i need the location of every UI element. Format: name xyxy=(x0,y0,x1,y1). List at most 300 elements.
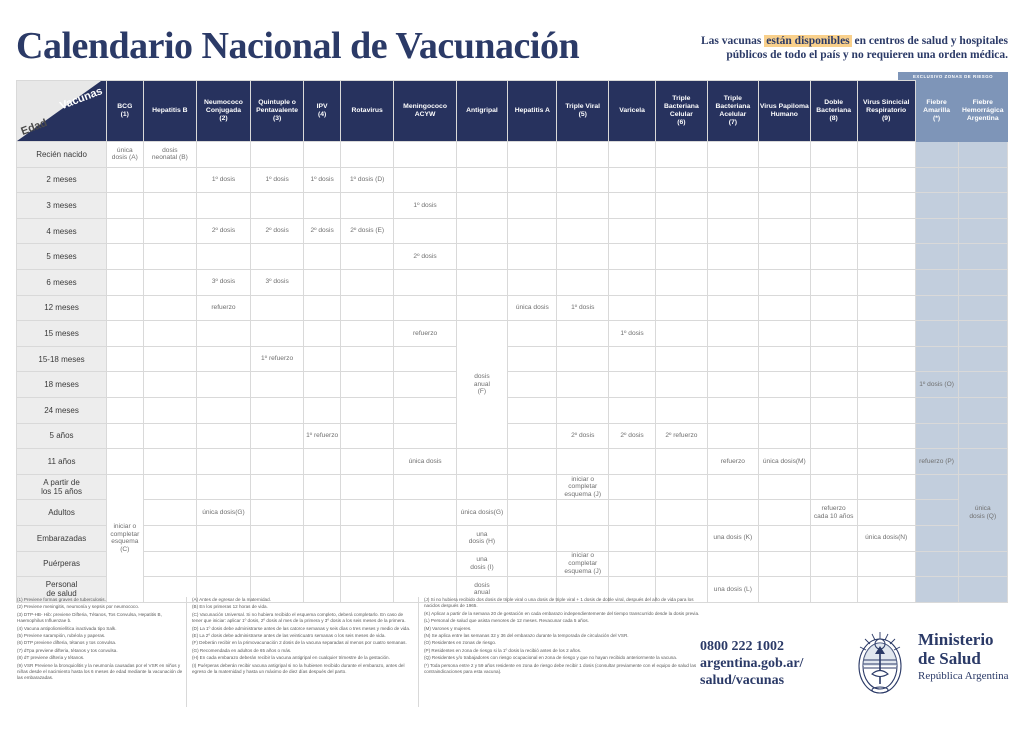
schedule-cell xyxy=(508,269,557,295)
column-header-triple-bacteriana-celular xyxy=(656,81,707,142)
schedule-cell xyxy=(608,449,655,475)
table-row xyxy=(17,295,1008,321)
schedule-cell xyxy=(759,167,810,193)
schedule-cell xyxy=(250,295,304,321)
schedule-cell xyxy=(304,142,340,168)
column-header-label: Antigripal xyxy=(466,107,498,114)
schedule-cell xyxy=(557,244,608,270)
footnote-item: (P) Residentes en zona de riesgo si la 1º dosis la recibió antes de los 2 años. xyxy=(424,647,582,653)
table-row xyxy=(17,269,1008,295)
footnote-item: (N) Se aplica entre las semanas 32 y 36 del embarazo durante la temporada de circulación del VSR. xyxy=(424,633,629,639)
schedule-cell xyxy=(656,321,707,347)
schedule-cell: refuerzo cada 10 años xyxy=(810,500,857,526)
table-row xyxy=(17,142,1008,168)
schedule-cell: una dosis (H) xyxy=(456,525,507,551)
phone-number[interactable]: 0800 222 1002 xyxy=(700,639,784,654)
schedule-cell xyxy=(810,218,857,244)
schedule-cell xyxy=(143,423,197,449)
schedule-cell xyxy=(759,193,810,219)
website-url-line1[interactable]: argentina.gob.ar/ xyxy=(700,656,804,671)
schedule-cell: 1º refuerzo xyxy=(304,423,340,449)
schedule-cell xyxy=(394,372,456,398)
schedule-cell: única dosis(G) xyxy=(197,500,251,526)
column-header-varicela xyxy=(608,81,655,142)
schedule-cell xyxy=(608,142,655,168)
schedule-cell xyxy=(656,500,707,526)
column-header-label: Fiebre Amarilla xyxy=(923,99,950,114)
age-label-personal-de-salud: Personal de salud xyxy=(17,577,107,603)
schedule-cell xyxy=(508,449,557,475)
tagline-highlight: están disponibles xyxy=(766,35,850,47)
schedule-cell xyxy=(915,295,958,321)
schedule-cell xyxy=(656,142,707,168)
schedule-cell xyxy=(143,525,197,551)
table-row xyxy=(17,218,1008,244)
schedule-cell xyxy=(107,244,143,270)
schedule-cell xyxy=(456,218,507,244)
schedule-cell: 3º dosis xyxy=(250,269,304,295)
age-label-3-meses: 3 meses xyxy=(17,193,107,219)
schedule-cell xyxy=(557,218,608,244)
schedule-cell xyxy=(608,295,655,321)
schedule-cell xyxy=(250,142,304,168)
schedule-cell xyxy=(508,167,557,193)
footnote-item: (3) DTP-HB- Hib: previene Difteria, Tétanos, Tos Convulsa, Hepatitis B, Haemophilus Influenzae b. xyxy=(17,611,162,624)
page-title: Calendario Nacional de Vacunación xyxy=(16,25,580,67)
schedule-cell xyxy=(250,321,304,347)
schedule-cell xyxy=(857,321,915,347)
schedule-cell xyxy=(810,142,857,168)
schedule-cell xyxy=(143,321,197,347)
schedule-cell xyxy=(557,525,608,551)
footnote-item: (H) En cada embarazo deberán recibir la vacuna antigripal en cualquier trimestre de la gestación. xyxy=(192,655,390,661)
schedule-cell xyxy=(394,167,456,193)
schedule-cell: única dosis xyxy=(508,295,557,321)
risk-zone-banner: EXCLUSIVO ZONAS DE RIESGO xyxy=(898,72,1008,80)
footnote-item: (5) Previene sarampión, rubéola y paperas. xyxy=(17,633,106,639)
column-header-note: (4) xyxy=(317,111,327,118)
footnotes-column-3 xyxy=(424,597,709,676)
column-header-label: Quintuple o Pentavalente xyxy=(256,99,299,114)
schedule-cell xyxy=(857,346,915,372)
schedule-cell xyxy=(143,397,197,423)
age-label-15-18-meses: 15-18 meses xyxy=(17,346,107,372)
schedule-cell: 3º dosis xyxy=(197,269,251,295)
footnote-item: (4) Vacuna antipoliomielítica inactivada tipo Salk. xyxy=(17,625,117,631)
schedule-cell xyxy=(810,551,857,577)
schedule-cell xyxy=(958,321,1007,347)
column-header-ipv xyxy=(304,81,340,142)
column-header-bcg xyxy=(107,81,143,142)
schedule-cell xyxy=(656,346,707,372)
column-header-virus-papiloma-humano xyxy=(759,81,810,142)
schedule-cell: 2º dosis xyxy=(557,423,608,449)
corner-label-edad: Edad xyxy=(19,117,49,138)
schedule-cell xyxy=(197,449,251,475)
schedule-cell: 1º dosis xyxy=(250,167,304,193)
column-header-note: (6) xyxy=(677,119,686,126)
schedule-cell xyxy=(143,218,197,244)
schedule-cell xyxy=(394,346,456,372)
schedule-cell xyxy=(394,218,456,244)
schedule-cell xyxy=(508,423,557,449)
schedule-cell: única dosis xyxy=(394,449,456,475)
schedule-cell xyxy=(143,269,197,295)
schedule-cell xyxy=(656,167,707,193)
schedule-cell xyxy=(915,193,958,219)
schedule-cell xyxy=(810,372,857,398)
schedule-cell xyxy=(557,500,608,526)
schedule-cell xyxy=(759,295,810,321)
schedule-cell: 1º dosis (D) xyxy=(340,167,394,193)
calendar-table-wrap xyxy=(16,80,1008,603)
schedule-cell xyxy=(143,551,197,577)
schedule-cell xyxy=(810,244,857,270)
schedule-cell xyxy=(143,295,197,321)
schedule-cell xyxy=(857,269,915,295)
schedule-cell xyxy=(707,551,758,577)
schedule-cell xyxy=(508,372,557,398)
schedule-cell xyxy=(107,423,143,449)
age-label-pu-rperas: Puérperas xyxy=(17,551,107,577)
schedule-cell xyxy=(508,218,557,244)
schedule-cell xyxy=(557,449,608,475)
age-label-4-meses: 4 meses xyxy=(17,218,107,244)
schedule-cell xyxy=(958,551,1007,577)
schedule-cell: única dosis(N) xyxy=(857,525,915,551)
schedule-cell: 1º dosis xyxy=(394,193,456,219)
schedule-cell xyxy=(304,449,340,475)
schedule-cell xyxy=(608,218,655,244)
column-header-label: IPV xyxy=(316,103,328,110)
footnote-divider-2 xyxy=(418,597,419,707)
schedule-cell xyxy=(759,269,810,295)
schedule-cell xyxy=(557,321,608,347)
contact-block xyxy=(700,638,803,689)
schedule-cell xyxy=(915,525,958,551)
schedule-cell xyxy=(608,269,655,295)
schedule-cell xyxy=(143,167,197,193)
schedule-cell xyxy=(304,372,340,398)
schedule-cell xyxy=(707,218,758,244)
schedule-cell xyxy=(394,142,456,168)
schedule-cell xyxy=(197,397,251,423)
schedule-cell xyxy=(810,423,857,449)
schedule-cell xyxy=(707,423,758,449)
ministry-line-2: de Salud xyxy=(918,649,981,668)
schedule-cell xyxy=(915,346,958,372)
footnote-item: (F) Deberán recibir en la primovacunación 2 dosis de la vacuna separadas al menos por cuatro semanas. xyxy=(192,640,407,646)
table-head xyxy=(17,81,1008,142)
column-header-neumococo-conjugada xyxy=(197,81,251,142)
schedule-cell xyxy=(810,346,857,372)
schedule-cell xyxy=(915,551,958,577)
column-header-label: Fiebre Hemorrágica Argentina xyxy=(961,99,1004,122)
column-header-note: (5) xyxy=(578,111,587,118)
column-header-label: Triple Viral xyxy=(565,103,601,110)
footnote-item: (L) Personal de salud que asista menores de 12 meses. Revacunar cada 5 años. xyxy=(424,618,589,624)
column-header-label: Meningococo ACYW xyxy=(403,103,447,118)
schedule-cell xyxy=(340,269,394,295)
age-label-a-partir-de-los-15-a-os: A partir de los 15 años xyxy=(17,474,107,500)
schedule-cell xyxy=(557,167,608,193)
schedule-cell xyxy=(958,423,1007,449)
schedule-cell xyxy=(456,295,507,321)
schedule-cell xyxy=(340,244,394,270)
footnote-item: (Q) Residentes y/o trabajadores con riesgo ocupacional en zona de riesgo y que no hayan recibido anteriormente la vacuna. xyxy=(424,655,678,661)
column-header-fiebre-hemorr-gica-argentina xyxy=(958,81,1007,142)
schedule-cell xyxy=(857,244,915,270)
schedule-cell xyxy=(508,244,557,270)
schedule-cell xyxy=(759,500,810,526)
schedule-cell xyxy=(107,193,143,219)
schedule-cell xyxy=(857,397,915,423)
schedule-cell xyxy=(810,167,857,193)
schedule-cell xyxy=(340,500,394,526)
age-label-6-meses: 6 meses xyxy=(17,269,107,295)
schedule-cell xyxy=(958,142,1007,168)
schedule-cell: una dosis (L) xyxy=(707,577,758,603)
schedule-cell xyxy=(456,269,507,295)
schedule-cell xyxy=(143,193,197,219)
schedule-cell xyxy=(810,474,857,500)
schedule-cell xyxy=(656,525,707,551)
schedule-cell xyxy=(810,577,857,603)
schedule-cell xyxy=(508,551,557,577)
footnote-item: (8) dT previene difteria y tétanos. xyxy=(17,655,85,661)
schedule-cell: única dosis (Q) xyxy=(958,474,1007,551)
table-row xyxy=(17,525,1008,551)
column-header-doble-bacteriana xyxy=(810,81,857,142)
schedule-cell xyxy=(608,372,655,398)
schedule-cell xyxy=(143,244,197,270)
schedule-cell xyxy=(958,397,1007,423)
schedule-cell xyxy=(915,321,958,347)
schedule-cell xyxy=(304,295,340,321)
schedule-cell xyxy=(759,244,810,270)
website-url-line2[interactable]: salud/vacunas xyxy=(700,673,785,688)
schedule-cell xyxy=(250,423,304,449)
vaccination-schedule-table xyxy=(16,80,1008,603)
schedule-cell: 2º dosis xyxy=(394,244,456,270)
schedule-cell xyxy=(915,167,958,193)
schedule-cell xyxy=(915,142,958,168)
schedule-cell xyxy=(340,525,394,551)
column-header-note: (7) xyxy=(728,119,737,126)
footnotes-column-2 xyxy=(192,597,414,676)
header-row xyxy=(17,81,1008,142)
table-row xyxy=(17,397,1008,423)
age-label-2-meses: 2 meses xyxy=(17,167,107,193)
column-header-label: Rotavirus xyxy=(351,107,383,114)
tagline-post: en centros de salud y hospitales públicos de todo el país y no requieren una orden médica. xyxy=(726,35,1008,61)
schedule-cell xyxy=(143,474,197,500)
schedule-cell xyxy=(250,474,304,500)
schedule-cell xyxy=(857,193,915,219)
schedule-cell xyxy=(508,397,557,423)
schedule-cell xyxy=(656,474,707,500)
table-row xyxy=(17,244,1008,270)
schedule-cell xyxy=(707,500,758,526)
footnote-item: (I) Puérperas deberán recibir vacuna antigripal si no la hubiesen recibido durante el embarazo, antes del egreso de la maternidad y hasta un máximo de diez días después del parto. xyxy=(192,662,405,675)
schedule-cell xyxy=(810,295,857,321)
schedule-cell xyxy=(456,449,507,475)
schedule-cell xyxy=(456,142,507,168)
schedule-cell xyxy=(340,423,394,449)
schedule-cell xyxy=(508,321,557,347)
schedule-cell xyxy=(656,295,707,321)
schedule-cell xyxy=(250,449,304,475)
schedule-cell: iniciar o completar esquema (C) xyxy=(107,474,143,602)
schedule-cell xyxy=(304,551,340,577)
schedule-cell xyxy=(250,525,304,551)
schedule-cell xyxy=(143,372,197,398)
schedule-cell: 2º dosis xyxy=(304,218,340,244)
schedule-cell xyxy=(857,372,915,398)
schedule-cell xyxy=(915,218,958,244)
schedule-cell: una dosis (I) xyxy=(456,551,507,577)
schedule-cell xyxy=(557,346,608,372)
schedule-cell xyxy=(250,551,304,577)
schedule-cell xyxy=(608,525,655,551)
schedule-cell xyxy=(557,142,608,168)
schedule-cell xyxy=(958,244,1007,270)
table-row xyxy=(17,346,1008,372)
column-header-triple-viral xyxy=(557,81,608,142)
schedule-cell xyxy=(456,167,507,193)
schedule-cell xyxy=(557,372,608,398)
schedule-cell xyxy=(810,449,857,475)
footnote-item: (G) Recomendada en adultos de 65 años o más. xyxy=(192,647,292,653)
schedule-cell xyxy=(394,551,456,577)
schedule-cell xyxy=(394,295,456,321)
schedule-cell xyxy=(759,474,810,500)
schedule-cell xyxy=(958,295,1007,321)
schedule-cell xyxy=(915,397,958,423)
schedule-cell xyxy=(810,525,857,551)
schedule-cell xyxy=(857,423,915,449)
schedule-cell xyxy=(197,142,251,168)
schedule-cell xyxy=(557,193,608,219)
schedule-cell xyxy=(340,474,394,500)
schedule-cell xyxy=(759,346,810,372)
schedule-cell xyxy=(707,269,758,295)
schedule-cell: 1º dosis xyxy=(304,167,340,193)
schedule-cell xyxy=(857,167,915,193)
column-header-antigripal xyxy=(456,81,507,142)
schedule-cell xyxy=(608,346,655,372)
schedule-cell xyxy=(304,321,340,347)
schedule-cell: 2º refuerzo xyxy=(656,423,707,449)
schedule-cell: 2º dosis xyxy=(608,423,655,449)
column-header-note: (9) xyxy=(882,115,891,122)
schedule-cell xyxy=(456,474,507,500)
schedule-cell xyxy=(707,193,758,219)
schedule-cell: única dosis(G) xyxy=(456,500,507,526)
corner-header xyxy=(17,81,107,142)
schedule-cell xyxy=(656,372,707,398)
schedule-cell xyxy=(340,346,394,372)
schedule-cell xyxy=(857,218,915,244)
schedule-cell xyxy=(394,269,456,295)
schedule-cell xyxy=(340,397,394,423)
schedule-cell xyxy=(958,269,1007,295)
schedule-cell xyxy=(107,167,143,193)
schedule-cell xyxy=(394,525,456,551)
schedule-cell xyxy=(759,142,810,168)
schedule-cell xyxy=(197,474,251,500)
ministry-line-3: República Argentina xyxy=(918,670,1009,682)
schedule-cell xyxy=(304,525,340,551)
schedule-cell: refuerzo xyxy=(707,449,758,475)
column-header-note: (*) xyxy=(932,115,941,122)
schedule-cell: 1º dosis xyxy=(608,321,655,347)
schedule-cell xyxy=(608,397,655,423)
column-header-label: BCG xyxy=(117,103,133,110)
age-label-11-a-os: 11 años xyxy=(17,449,107,475)
column-header-label: Neumococo Conjugada xyxy=(204,99,243,114)
corner-label-vacunas: Vacunas xyxy=(58,85,105,113)
footnote-item: (C) Vacunación Universal. Si no hubiera recibido el esquema completo, deberá completarlo. En caso de tener que iniciar: aplicar 1º dosis, 2º dosis al mes de la primera y 3º dosis a los seis meses de la primera. xyxy=(192,611,406,624)
schedule-cell xyxy=(915,269,958,295)
column-header-label: Hepatitis A xyxy=(514,107,550,114)
age-label-24-meses: 24 meses xyxy=(17,397,107,423)
footnote-item: (O) Residentes en zonas de riesgo. xyxy=(424,640,497,646)
schedule-cell xyxy=(304,269,340,295)
schedule-cell xyxy=(143,346,197,372)
schedule-cell xyxy=(197,551,251,577)
schedule-cell xyxy=(304,397,340,423)
schedule-cell xyxy=(340,142,394,168)
schedule-cell xyxy=(197,423,251,449)
footnote-item: (6) DTP previene difteria, tétanos y tos convulsa. xyxy=(17,640,117,646)
schedule-cell xyxy=(915,244,958,270)
schedule-cell xyxy=(608,551,655,577)
schedule-cell: una dosis (K) xyxy=(707,525,758,551)
footnote-item: (E) La 2º dosis debe administrarse antes de las veinticuatro semanas o los seis meses de vida. xyxy=(192,633,386,639)
age-label-embarazadas: Embarazadas xyxy=(17,525,107,551)
schedule-cell: 2º dosis xyxy=(250,218,304,244)
schedule-cell xyxy=(656,193,707,219)
schedule-cell: iniciar o completar esquema (J) xyxy=(557,551,608,577)
schedule-cell xyxy=(759,577,810,603)
column-header-label: Virus Sincicial Respiratorio xyxy=(863,99,910,114)
schedule-cell xyxy=(707,142,758,168)
schedule-cell: 1º dosis xyxy=(197,167,251,193)
table-row xyxy=(17,321,1008,347)
schedule-cell: refuerzo xyxy=(394,321,456,347)
schedule-cell xyxy=(107,269,143,295)
column-header-fiebre-amarilla xyxy=(915,81,958,142)
schedule-cell xyxy=(759,423,810,449)
schedule-cell xyxy=(759,218,810,244)
schedule-cell xyxy=(340,295,394,321)
schedule-cell xyxy=(107,449,143,475)
table-row xyxy=(17,474,1008,500)
schedule-cell xyxy=(656,449,707,475)
schedule-cell xyxy=(857,474,915,500)
schedule-cell xyxy=(857,142,915,168)
schedule-cell xyxy=(304,193,340,219)
schedule-cell xyxy=(107,372,143,398)
schedule-cell xyxy=(810,397,857,423)
schedule-cell xyxy=(915,423,958,449)
schedule-cell xyxy=(857,551,915,577)
table-row xyxy=(17,449,1008,475)
schedule-cell xyxy=(143,449,197,475)
table-row xyxy=(17,372,1008,398)
schedule-cell xyxy=(759,397,810,423)
